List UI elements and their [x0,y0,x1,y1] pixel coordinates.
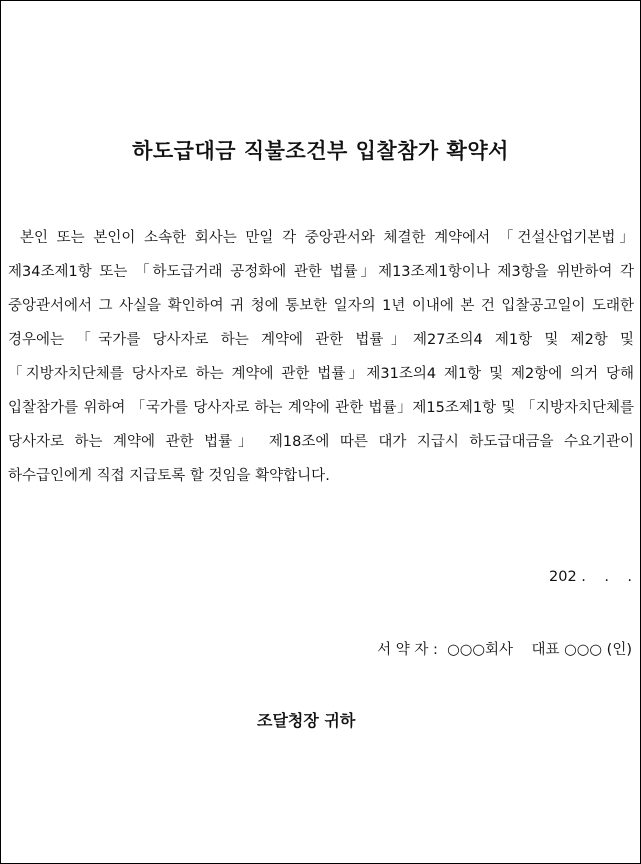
pledge-body: 본인 또는 본인이 소속한 회사는 만일 각 중앙관서와 체결한 계약에서 「건설산업기본법」제34조제1항 또는 「하도급거래 공정화에 관한 법률」제13조제1항이나 제3항을 위반하여 각 중앙관서에서 그 사실을 확인하여 귀 청에 통보한 일자의 1년 이내에 본 건 입찰공고일이 도래한 경우에는 「국가를 당사자로 하는 계약에 관한 법률」제27조의4 제1항 및 제2항 및 「지방자치단체를 당사자로 하는 계약에 관한 법률」제31조의4 제1항 및 제2항에 의거 당해 입찰참가를 위하여 「국가를 당사자로 하는 계약에 관한 법률」제15조제1항 및 「지방자치단체를 당사자로 하는 계약에 관한 법률」 제18조에 따른 대가 지급시 하도급대금을 수요기관이 하수급인에게 직접 지급토록 할 것임을 확약합니다. [8,230,634,484]
document-title: 하도급대금 직불조건부 입찰참가 확약서 [132,138,509,163]
recipient-line: 조달청장 귀하 [257,711,356,730]
date-line: 202 . . . [549,569,632,585]
signer-line: 서 약 자 : ○○○회사 대표 ○○○ (인) [377,642,632,658]
